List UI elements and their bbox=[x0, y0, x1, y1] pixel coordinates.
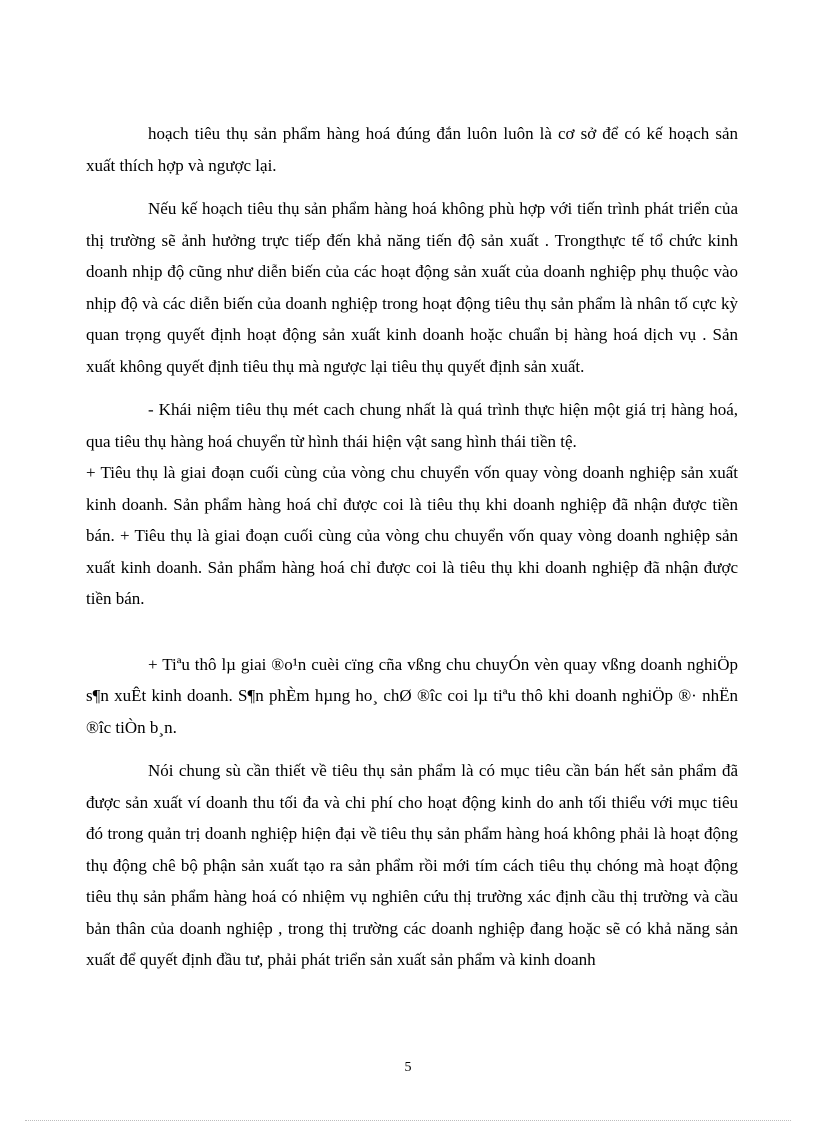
page-body bbox=[86, 118, 738, 976]
paragraph-2: Nếu kế hoạch tiêu thụ sản phẩm hàng hoá không phù hợp với tiến trình phát triển của thị trường sẽ ảnh hưởng trực tiếp đến khả năng tiến độ sản xuất . Trongthực tế tổ chức kinh doanh nhịp độ cũng như diễn biến của các hoạt động sản xuất của doanh nghiệp phụ thuộc vào nhịp độ và các diễn biến của doanh nghiệp trong hoạt động tiêu thụ sản phẩm là nhân tố cực kỳ quan trọng quyết định hoạt động sản xuất kinh doanh hoặc chuẩn bị hàng hoá dịch vụ . Sản xuất không quyết định tiêu thụ mà ngược lại tiêu thụ quyết định sản xuất. bbox=[86, 199, 738, 376]
paragraph-4: + Tiêu thụ là giai đoạn cuối cùng của vòng chu chuyển vốn quay vòng doanh nghiệp sản xuất kinh doanh. Sản phẩm hàng hoá chỉ được coi là tiêu thụ khi doanh nghiệp đã nhận được tiền bán. + Tiêu thụ là giai đoạn cuối cùng của vòng chu chuyển vốn quay vòng doanh nghiệp sản xuất kinh doanh. Sản phẩm hàng hoá chỉ được coi là tiêu thụ khi doanh nghiệp đã nhận được tiền bán. bbox=[86, 463, 738, 608]
page-bottom-divider bbox=[25, 1120, 791, 1121]
paragraph-6: Nói chung sù cần thiết về tiêu thụ sản phẩm là có mục tiêu cần bán hết sản phẩm đã được sản xuất ví doanh thu tối đa và chi phí cho hoạt động kinh do anh tối thiểu với mục tiêu đó trong quản trị doanh nghiệp hiện đại về tiêu thụ sản phẩm hàng hoá không phải là hoạt động thụ động chê bộ phận sản xuất tạo ra sản phẩm rồi mới tím cách tiêu thụ chóng mà hoạt động tiêu thụ sản phẩm hàng hoá có nhiệm vụ nghiên cứu thị trường xác định cầu thị trường và cầu bản thân của doanh nghiệp , trong thị trường các doanh nghiệp đang hoặc sẽ có khả năng sản xuất để quyết định đầu tư, phải phát triển sản xuất sản phẩm và kinh doanh bbox=[86, 761, 738, 969]
page-number: 5 bbox=[404, 1060, 412, 1075]
paragraph-3: - Khái niệm tiêu thụ mét cach chung nhất là quá trình thực hiện một giá trị hàng hoá, qua tiêu thụ hàng hoá chuyển từ hình thái hiện vật sang hình thái tiền tệ. bbox=[86, 400, 738, 451]
paragraph-1: hoạch tiêu thụ sản phẩm hàng hoá đúng đắn luôn luôn là cơ sở để có kế hoạch sản xuất thích hợp và ngược lại. bbox=[86, 124, 738, 175]
paragraph-5: + Tiªu thô lµ giai ®o¹n cuèi cïng cña vßng chu chuyÓn vèn quay vßng doanh nghiÖp s¶n xuÊt kinh doanh. S¶n phÈm hµng ho¸ chØ ®îc coi lµ tiªu thô khi doanh nghiÖp ®· nhËn ®îc tiÒn b¸n. bbox=[86, 654, 738, 737]
